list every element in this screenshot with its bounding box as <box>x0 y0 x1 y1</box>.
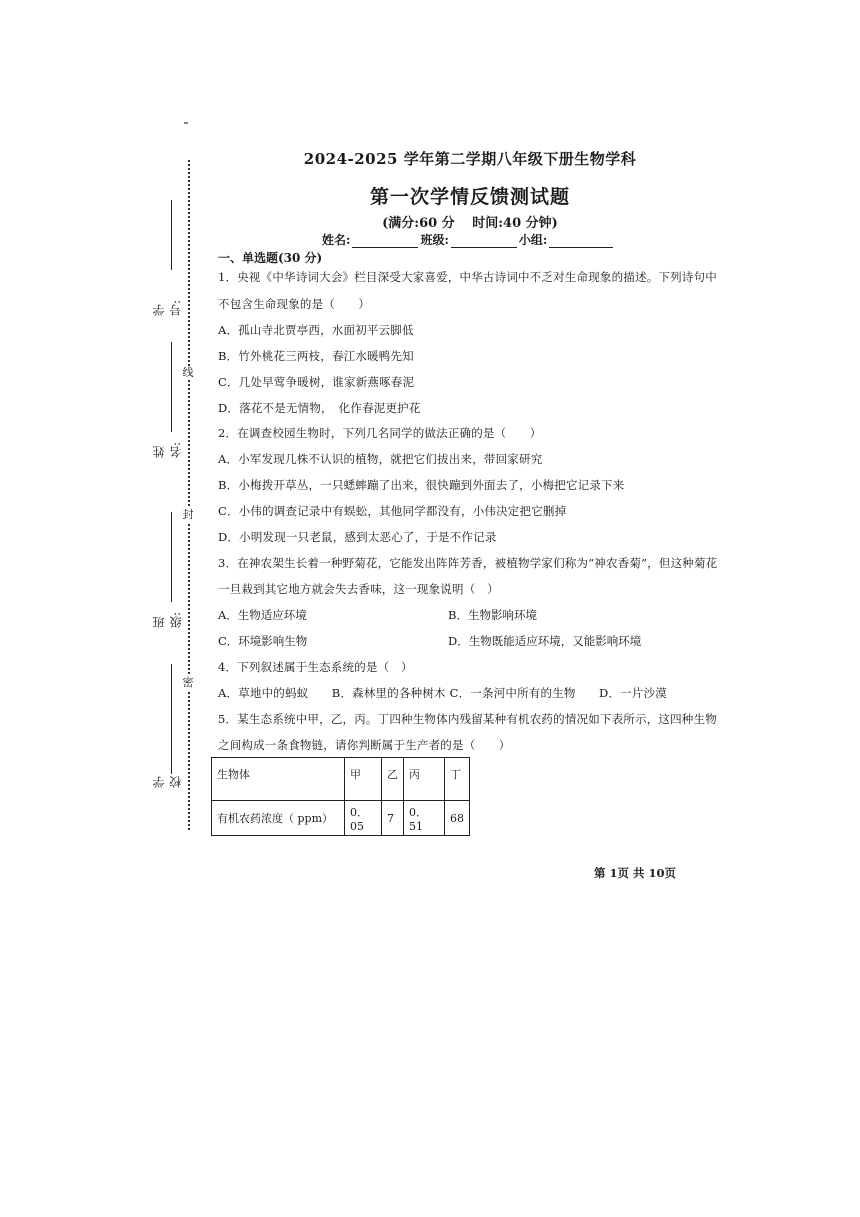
pesticide-table <box>211 757 470 836</box>
q5-stem-line1: 5．某生态系统中甲，乙，丙。丁四种生物体内残留某种有机农药的情况如下表所示，这四种生物 <box>218 712 717 726</box>
side-field-line <box>171 200 172 270</box>
side-field-line <box>171 342 172 432</box>
side-field-label: 学号: <box>152 300 183 317</box>
name-blank[interactable] <box>352 236 418 248</box>
group-label: 小组: <box>518 233 548 247</box>
q3-option-b: B．生物影响环境 <box>448 608 537 622</box>
q3-options-row1 <box>218 607 738 623</box>
table-cell: 68 <box>445 801 470 836</box>
table-cell: 0．05 <box>345 801 382 836</box>
q3-stem-line1: 3．在神农架生长着一种野菊花，它能发出阵阵芳香，被植物学家们称为“神农香菊”，但这种菊花 <box>218 556 718 570</box>
binding-mark-xian: 线 <box>180 366 196 380</box>
q2-option-d: D．小明发现一只老鼠，感到太恶心了，于是不作记录 <box>218 530 497 544</box>
name-label: 姓名: <box>322 233 351 247</box>
side-field-line <box>171 664 172 774</box>
q2-option-c: C．小伟的调查记录中有蜈蚣，其他同学都没有，小伟决定把它删掉 <box>218 504 567 518</box>
q2-option-a: A．小军发现几株不认识的植物，就把它们拔出来，带回家研究 <box>218 452 543 466</box>
q3-option-c: C．环境影响生物 <box>218 634 308 648</box>
q1-option-c: C．几处早莺争暖树，谁家新燕啄春泥 <box>218 375 415 389</box>
side-field-label: 姓名: <box>152 442 183 459</box>
table-header-cell: 生物体 <box>212 758 345 801</box>
q4-stem: 4．下列叙述属于生态系统的是（ ） <box>218 660 413 674</box>
section-heading: 一、单选题(30 分) <box>218 251 323 265</box>
binding-dotted-line <box>188 160 190 830</box>
table-header-cell: 甲 <box>345 758 382 801</box>
q2-stem: 2．在调查校园生物时，下列几名同学的做法正确的是（ ） <box>218 426 542 440</box>
class-blank[interactable] <box>451 236 517 248</box>
q3-stem-line2: 一旦栽到其它地方就会失去香味，这一现象说明（ ） <box>218 582 499 596</box>
q1-option-a: A．孤山寺北贾亭西，水面初平云脚低 <box>218 323 414 337</box>
page-footer: 第 1页 共 10页 <box>594 866 677 880</box>
table-cell: 0．51 <box>404 801 445 836</box>
exam-title-line2: 第一次学情反馈测试题 <box>369 186 570 208</box>
q2-option-b: B．小梅拨开草丛，一只蟋蟀蹦了出来，很快蹦到外面去了，小梅把它记录下来 <box>218 478 625 492</box>
table-header-cell: 丙 <box>404 758 445 801</box>
binding-mark-feng: 封 <box>180 508 196 522</box>
q4-options: A．草地中的蚂蚁 B．森林里的各种树木 C．一条河中所有的生物 D．一片沙漠 <box>218 686 667 700</box>
class-label: 班级: <box>420 233 449 247</box>
q1-stem-line1: 1．央视《中华诗词大会》栏目深受大家喜爱，中华古诗词中不乏对生命现象的描述。下列诗句中 <box>218 270 717 284</box>
table-header-cell: 乙 <box>382 758 404 801</box>
q1-option-b: B．竹外桃花三两枝，春江水暖鸭先知 <box>218 349 414 363</box>
side-field-line <box>171 512 172 602</box>
q5-stem-line2: 之间构成一条食物链，请你判断属于生产者的是（ ） <box>218 738 511 752</box>
table-header-row <box>212 758 470 801</box>
binding-mark-mi: 密 <box>180 676 196 690</box>
table-row <box>212 801 470 836</box>
table-header-cell: 丁 <box>445 758 470 801</box>
exam-subtitle: (满分:60 分 时间:40 分钟) <box>382 216 558 231</box>
side-field-label: 班级: <box>152 612 183 629</box>
side-field-label: 学校 <box>152 776 183 788</box>
table-cell: 7 <box>382 801 404 836</box>
q1-stem-line2: 不包含生命现象的是（ ） <box>218 297 371 311</box>
q3-option-d: D．生物既能适应环境，又能影响环境 <box>448 634 642 648</box>
exam-title-line1: 2024-2025 学年第二学期八年级下册生物学科 <box>303 150 637 168</box>
table-row-label: 有机农药浓度（ ppm） <box>212 801 345 836</box>
q3-options-row2 <box>218 633 738 649</box>
group-blank[interactable] <box>549 236 613 248</box>
student-info-row <box>322 231 613 248</box>
q3-option-a: A．生物适应环境 <box>218 608 307 622</box>
q1-option-d: D．落花不是无情物， 化作春泥更护花 <box>218 401 421 415</box>
scan-speck <box>184 122 188 124</box>
